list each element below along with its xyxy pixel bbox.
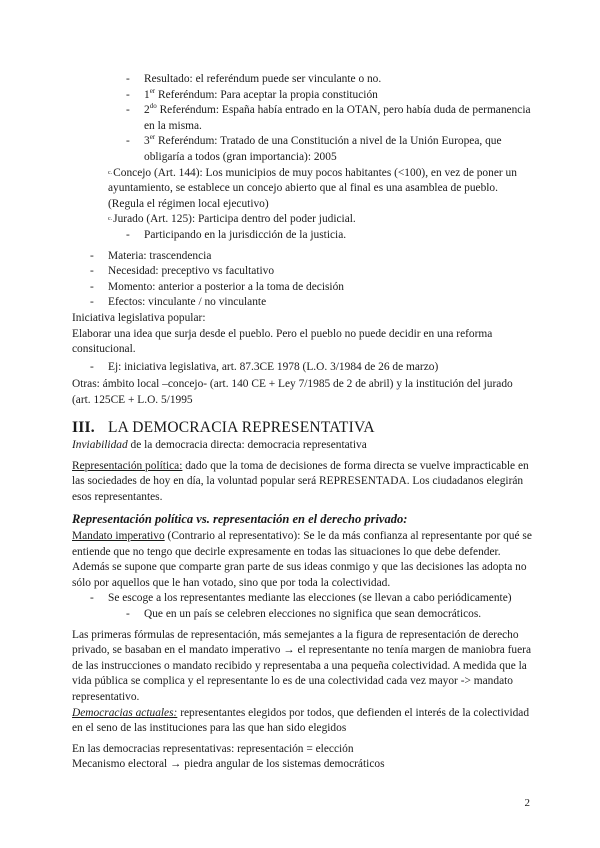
dash-marker: - [126, 228, 130, 241]
dash-marker: - [90, 360, 94, 373]
dash-marker: - [126, 73, 130, 85]
list-item: - 3er Referéndum: Tratado de una Constitución a nivel de la Unión Europea, que obligaría a todos (gran importancia): 2005 [126, 133, 502, 163]
dash-marker: - [90, 265, 94, 278]
dash-marker: - [90, 249, 94, 262]
final-line-1: En las democracias representativas: representación = elección [72, 742, 354, 755]
iniciativa-title: Iniciativa legislativa popular: [72, 311, 206, 324]
list-item: - Materia: trascendencia [72, 249, 532, 265]
list-item: - Efectos: vinculante / no vinculante [72, 295, 532, 311]
rep-politica-paragraph: Representación política: dado que la toma de decisiones de forma directa se vuelve impracticable en las sociedades de hoy en día, la voluntad popular será REPRESENTADA. Los ciudadanos elegirán esos representantes. [72, 459, 529, 503]
subheading: Representación política vs. representación en el derecho privado: [72, 512, 408, 527]
dash-marker: - [90, 592, 94, 605]
mandato-paragraph: Mandato imperativo (Contrario al representativo): Se le da más confianza al representante por qué se entiende que no tengo que decirle expresamente en todas las situaciones lo que debe defender. Además se supone que comparte gran parte de sus ideas conmigo y que las decisiones las adopta no sólo por aquellos que le han votado, sino que por toda la colectividad. [72, 530, 532, 589]
list-item: - Participando en la jurisdicción de la justicia. [72, 228, 532, 244]
page-number: 2 [524, 797, 530, 810]
list-item: - Necesidad: preceptivo vs facultativo [72, 264, 532, 280]
list-item: - Momento: anterior a posterior a la toma de decisión [72, 280, 532, 296]
iniciativa-text: Elaborar una idea que surja desde el pueblo. Pero el pueblo no puede decidir en una reforma consitucional. [72, 327, 493, 356]
concejo-paragraph: c.Concejo (Art. 144): Los municipios de muy pocos habitantes (<100), en vez de poner un ayuntamiento, se establece un concejo abierto que al final es una asamblea de pueblo. (Regula el régimen local ejecutivo) [108, 166, 517, 210]
dash-marker: - [126, 135, 130, 148]
list-item: - Que en un país se celebren elecciones no significa que sean democráticos. [72, 607, 532, 623]
dash-marker: - [126, 104, 130, 117]
section-heading [72, 420, 532, 436]
dash-marker: - [126, 88, 130, 101]
dash-marker: - [90, 296, 94, 309]
bullet-marker: c. [108, 169, 113, 176]
document-content [72, 72, 532, 773]
democracias-paragraph: Democracias actuales: representantes elegidos por todos, que defienden el interés de la colectividad en el seno de las instituciones para las que han sido elegidos [72, 706, 530, 735]
final-line-2: Mecanismo electoral → piedra angular de los sistemas democráticos [72, 758, 385, 771]
section-number: III. [72, 419, 95, 437]
list-item: - Ej: iniciativa legislativa, art. 87.3CE 1978 (L.O. 3/1984 de 26 de marzo) [72, 360, 532, 376]
inviabilidad-paragraph: Inviabilidad de la democracia directa: democracia representativa [72, 439, 367, 452]
list-item: - 1er Referéndum: Para aceptar la propia constitución [72, 88, 532, 104]
bullet-marker: c. [108, 216, 113, 223]
otras-paragraph: Otras: ámbito local –concejo- (art. 140 CE + Ley 7/1985 de 2 de abril) y la institución del jurado (art. 125CE + L.O. 5/1995 [72, 378, 513, 406]
dash-marker: - [126, 608, 130, 620]
dash-marker: - [90, 280, 94, 293]
list-item: - $2^{do}$ Referéndum: España había entrado en la OTAN, pero había duda de permanencia en la misma. [126, 102, 531, 132]
section-title: LA DEMOCRACIA REPRESENTATIVA [108, 419, 375, 437]
jurado-paragraph: c.Jurado (Art. 125): Participa dentro del poder judicial. [108, 213, 356, 226]
list-item: - Se escoge a los representantes mediante las elecciones (se llevan a cabo periódicamente) [72, 591, 532, 607]
list-item: - Resultado: el referéndum puede ser vinculante o no. [72, 72, 532, 88]
primeras-paragraph: Las primeras fórmulas de representación, más semejantes a la figura de representación de derecho privado, se basaban en el mandato imperativo → el representante no tenía margen de maniobra fuera de las instrucciones o mandato recibido y representaba a una pequeña colectividad. A medida que la vida pública se complica y el representante lo es de una colectividad cada vez mayor -> mandato representativo. [72, 628, 532, 703]
